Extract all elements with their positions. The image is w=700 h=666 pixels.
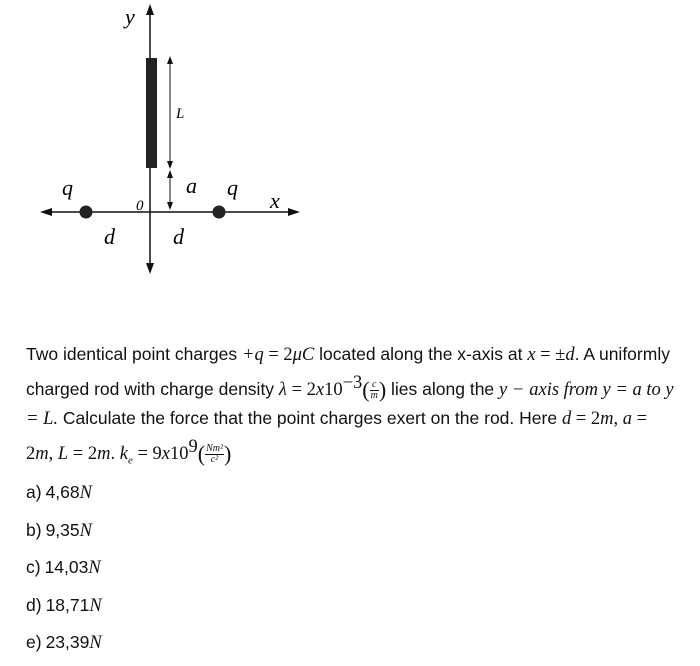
option-letter: d) [26, 594, 42, 615]
math-var: x [315, 379, 325, 400]
y-axis-label: y [125, 4, 135, 29]
option-unit: N [79, 483, 92, 503]
answer-option[interactable] [26, 478, 102, 516]
math-paren: ( [197, 440, 206, 466]
math-unit: m [600, 408, 614, 429]
point-charge-right [213, 206, 226, 219]
option-letter: c) [26, 557, 41, 577]
math-paren: ) [223, 440, 232, 466]
math-text: 10 [324, 379, 343, 400]
problem-text-segment: Two identical point charges [26, 344, 242, 364]
x-axis-right-arrow [288, 208, 300, 216]
math-text: = ± [535, 345, 566, 365]
distance-left-label: d [104, 224, 115, 249]
origin-label: 0 [136, 198, 144, 214]
math-text: = 2 [68, 443, 98, 464]
rod-length-bottom-arrow [167, 161, 173, 169]
math-exponent: −3 [342, 373, 363, 393]
math-unit: m [97, 443, 111, 464]
problem-text-segment: lies along the [386, 378, 500, 399]
math-var: k [119, 443, 128, 464]
option-unit: N [89, 595, 102, 616]
math-text: = 2 [263, 345, 293, 365]
math-var: L [57, 443, 69, 464]
unit-fraction [205, 444, 224, 465]
physics-diagram [0, 0, 700, 330]
math-unit: m [35, 443, 49, 464]
fraction-denominator: m [370, 389, 378, 401]
math-text: , [613, 408, 623, 429]
gap-top-arrow [167, 170, 173, 178]
math-text: = 2 [286, 379, 316, 400]
math-var: x [161, 443, 170, 464]
fraction-numerator: Nm² [206, 442, 223, 454]
point-charge-left [80, 206, 93, 219]
rod-length-label: L [176, 106, 185, 122]
option-value: 9,35 [45, 519, 80, 540]
answer-options [26, 478, 102, 666]
math-charge: +q [241, 345, 264, 365]
problem-text-segment: . A uniformly charged rod with charge density [26, 344, 670, 399]
y-axis-top-arrow [146, 4, 154, 15]
option-value: 18,71 [45, 594, 90, 615]
option-unit: N [89, 633, 102, 653]
option-unit: N [79, 520, 92, 541]
charged-rod [146, 58, 157, 168]
answer-option[interactable] [26, 516, 102, 554]
charge-left-label: q [62, 175, 73, 200]
option-value: 4,68 [45, 482, 80, 502]
math-unit: μC [292, 345, 315, 365]
charge-right-label: q [227, 175, 238, 200]
math-range: axis from y = a to y = L. [26, 379, 674, 429]
answer-option[interactable] [26, 553, 102, 591]
math-axis: y − [499, 379, 525, 400]
option-value: 23,39 [45, 632, 90, 652]
math-lambda: λ [278, 379, 287, 400]
x-axis-label: x [270, 188, 280, 213]
y-axis-bottom-arrow [146, 263, 154, 274]
option-unit: N [88, 558, 101, 578]
math-text: . [110, 443, 120, 464]
math-text: 10 [170, 443, 189, 464]
math-paren: ) [378, 376, 387, 402]
problem-text-segment: Calculate the force that the point charges exert on the rod. Here [58, 407, 562, 428]
option-value: 14,03 [44, 557, 89, 577]
unit-fraction [370, 380, 379, 401]
rod-length-top-arrow [167, 56, 173, 64]
math-text: = 2 [571, 408, 601, 429]
math-var: x [527, 345, 536, 365]
option-letter: b) [26, 519, 42, 540]
option-letter: e) [26, 632, 42, 652]
gap-bottom-arrow [167, 202, 173, 210]
x-axis-left-arrow [40, 208, 52, 216]
math-text: = 2 [26, 408, 648, 464]
problem-text [26, 340, 676, 474]
option-letter: a) [26, 482, 42, 502]
fraction-denominator: c² [210, 453, 219, 465]
answer-option[interactable] [26, 628, 102, 666]
math-subscript: e [127, 454, 133, 467]
math-var: d [565, 345, 575, 365]
problem-text-segment: located along the x-axis at [314, 344, 528, 364]
math-text: = 9 [132, 443, 162, 464]
gap-label: a [186, 173, 197, 198]
math-var: a [622, 408, 632, 429]
math-text: , [48, 443, 58, 464]
distance-right-label: d [173, 224, 184, 249]
math-exponent: 9 [188, 436, 198, 457]
problem-statement [26, 340, 676, 474]
math-var: d [561, 408, 572, 429]
math-paren: ( [362, 376, 370, 402]
fraction-numerator: c [370, 380, 379, 391]
answer-option[interactable] [26, 591, 102, 629]
